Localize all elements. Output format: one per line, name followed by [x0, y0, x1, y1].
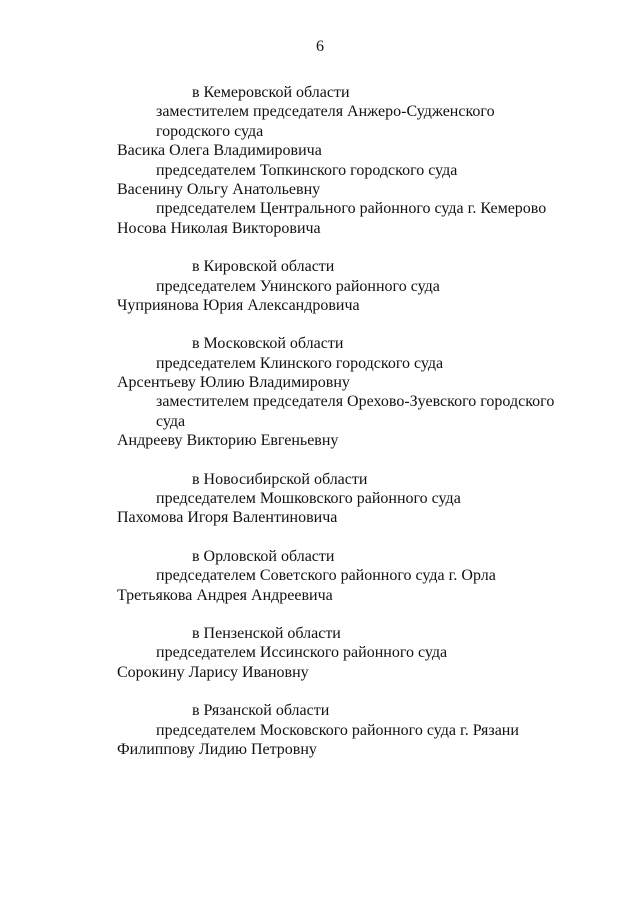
position-line: председателем Иссинского районного суда: [156, 644, 448, 662]
region-block-novosibirsk: [117, 470, 587, 528]
region-block-penza: [117, 624, 587, 682]
region-block-kemerovo: [117, 83, 587, 238]
position-line: председателем Советского районного суда г. Орла: [156, 567, 496, 585]
position-line: суда: [156, 412, 186, 430]
region-title: в Пензенской области: [192, 624, 341, 642]
person-name: Носова Николая Викторовича: [117, 219, 321, 237]
region-block-orel: [117, 547, 587, 605]
region-title: в Орловской области: [192, 547, 335, 565]
page-number: 6: [316, 38, 324, 55]
person-name: Сорокину Ларису Ивановну: [117, 663, 309, 681]
position-line: городского суда: [156, 122, 264, 140]
position-line: председателем Центрального районного суда г. Кемерово: [156, 200, 547, 218]
position-line: председателем Московского районного суда г. Рязани: [156, 721, 519, 739]
position-line: председателем Мошковского районного суда: [156, 490, 461, 508]
region-block-ryazan: [117, 701, 587, 759]
position-line: заместителем председателя Анжеро-Судженского: [156, 103, 495, 121]
document-body: [117, 83, 587, 778]
region-title: в Кировской области: [192, 258, 335, 276]
person-name: Арсентьеву Юлию Владимировну: [117, 374, 350, 392]
person-name: Пахомова Игоря Валентиновича: [117, 509, 338, 527]
person-name: Васика Олега Владимировича: [117, 142, 322, 160]
person-name: Третьякова Андрея Андреевича: [117, 586, 333, 604]
position-line: заместителем председателя Орехово-Зуевского городского: [156, 393, 555, 411]
region-block-kirov: [117, 257, 587, 315]
position-line: председателем Топкинского городского суда: [156, 161, 458, 179]
person-name: Чуприянова Юрия Александровича: [117, 296, 360, 314]
region-block-moscow: [117, 334, 587, 450]
position-line: председателем Унинского районного суда: [156, 277, 440, 295]
region-title: в Новосибирской области: [192, 470, 368, 488]
person-name: Филиппову Лидию Петровну: [117, 740, 317, 758]
person-name: Васенину Ольгу Анатольевну: [117, 180, 321, 198]
region-title: в Кемеровской области: [192, 84, 350, 101]
region-title: в Московской области: [192, 335, 344, 353]
person-name: Андрееву Викторию Евгеньевну: [117, 432, 339, 450]
position-line: председателем Клинского городского суда: [156, 354, 444, 372]
region-title: в Рязанской области: [192, 702, 330, 720]
